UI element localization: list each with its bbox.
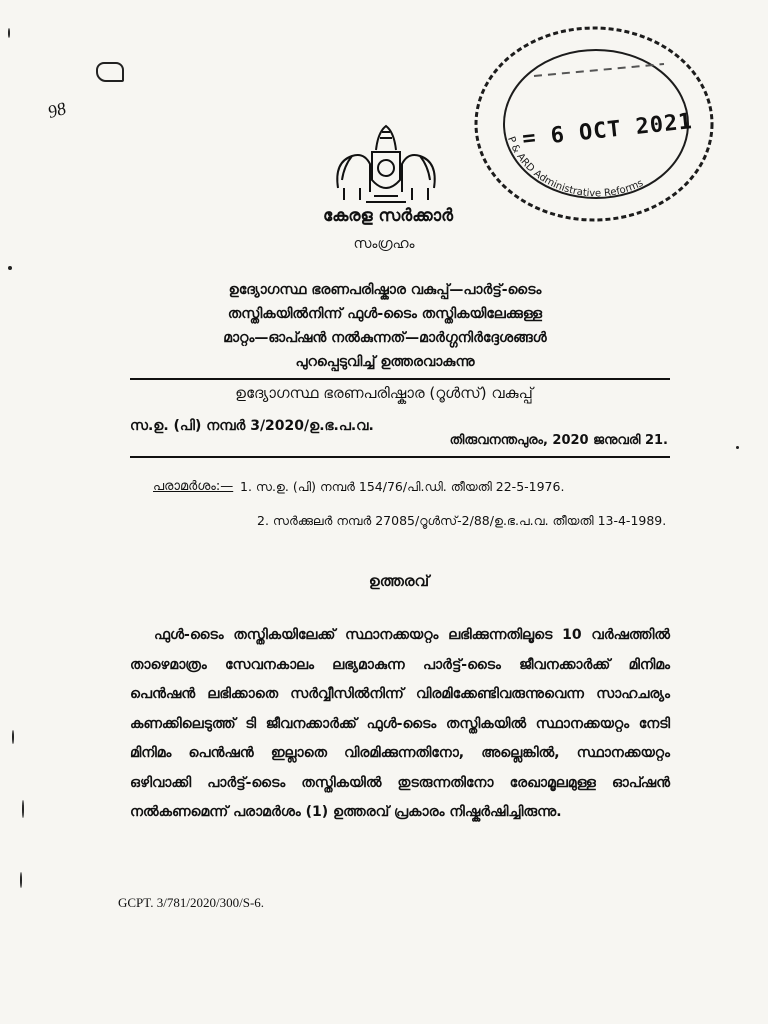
scan-speck [96,62,124,82]
reference-text: സ.ഉ. (പി) നമ്പർ 154/76/പി.ഡി. തീയതി 22-5-1976. [255,479,565,494]
summary-line: പുറപ്പെടുവിച്ച് ഉത്തരവാകുന്നു [295,354,475,370]
reference-number: 1. [240,479,252,494]
order-paragraph-text: ഫുൾ-ടൈം തസ്തികയിലേക്ക് സ്ഥാനക്കയറ്റം ലഭിക്കുന്നതിലൂടെ 10 വർഷത്തിൽ താഴെമാത്രം സേവനകാലം ലഭ്യമാകുന്ന പാർട്ട്-ടൈം ജീവനക്കാർക്ക് മിനിമം പെൻഷൻ ലഭിക്കാതെ സർവ്വീസിൽനിന്ന് വിരമിക്കേണ്ടിവരുന്നുവെന്ന സാഹചര്യം കണക്കിലെടുത്ത് ടി ജീവനക്കാർക്ക് ഫുൾ-ടൈം തസ്തികയിൽ സ്ഥാനക്കയറ്റം നേടി മിനിമം പെൻഷൻ ഇല്ലാതെ വിരമിക്കുന്നതിനോ, അല്ലെങ്കിൽ, സ്ഥാനക്കയറ്റം ഒഴിവാക്കി പാർട്ട്-ടൈം തസ്തികയിൽ തുടരുന്നതിനോ രേഖാമൂലമുള്ള ഓപ്ഷൻ നൽകണമെന്ന് പരാമർശം (1) ഉത്തരവ് പ്രകാരം നിഷ്കർഷിച്ചിരുന്നു. [130,627,670,820]
scan-speck [8,28,10,38]
scan-speck [8,266,12,270]
government-title: കേരള സർക്കാർ [322,206,454,226]
divider-top [130,378,670,380]
scan-speck [20,872,22,888]
reference-item-1 [240,479,564,495]
order-heading: ഉത്തരവ് [368,572,430,590]
scan-speck [736,446,739,449]
footer-print-code: GCPT. 3/781/2020/300/S-6. [118,895,265,910]
kerala-emblem-icon [330,118,442,210]
divider-bottom [130,456,670,458]
stamp-arc-text: P & ARD Administrative Reforms [505,135,646,200]
department-line: ഉദ്യോഗസ്ഥ ഭരണപരിഷ്കാര (റൂൾസ്) വകുപ്പ് [235,384,533,402]
scan-speck [22,800,24,818]
stamp-date: = 6 OCT 2021 [521,109,694,152]
scan-speck [12,730,14,744]
reference-item-2 [257,511,677,531]
summary-line: ഉദ്യോഗസ്ഥ ഭരണപരിഷ്കാര വകുപ്പ്—പാർട്ട്-ടൈം [228,282,542,298]
summary-line: തസ്തികയിൽനിന്ന് ഫുൾ-ടൈം തസ്തികയിലേക്കുള്ള [227,306,543,322]
references-label: പരാമർശം:— [153,479,234,494]
reference-number: 2. [257,513,269,528]
order-paragraph [130,621,670,828]
place-date: തിരുവനന്തപുരം, 2020 ജനുവരി 21. [449,433,668,448]
summary-label: സംഗ്രഹം [353,236,415,252]
summary-line: മാറ്റം—ഓപ്ഷൻ നൽകുന്നത്—മാർഗ്ഗനിർദ്ദേശങ്ങൾ [223,330,547,346]
handwritten-mark: 98 [45,98,69,123]
reference-text: സർക്കുലർ നമ്പർ 27085/റൂൾസ്-2/88/ഉ.ഭ.പ.വ. തീയതി 13-4-1989. [272,513,667,528]
order-number: സ.ഉ. (പി) നമ്പർ 3/2020/ഉ.ഭ.പ.വ. [130,418,374,434]
